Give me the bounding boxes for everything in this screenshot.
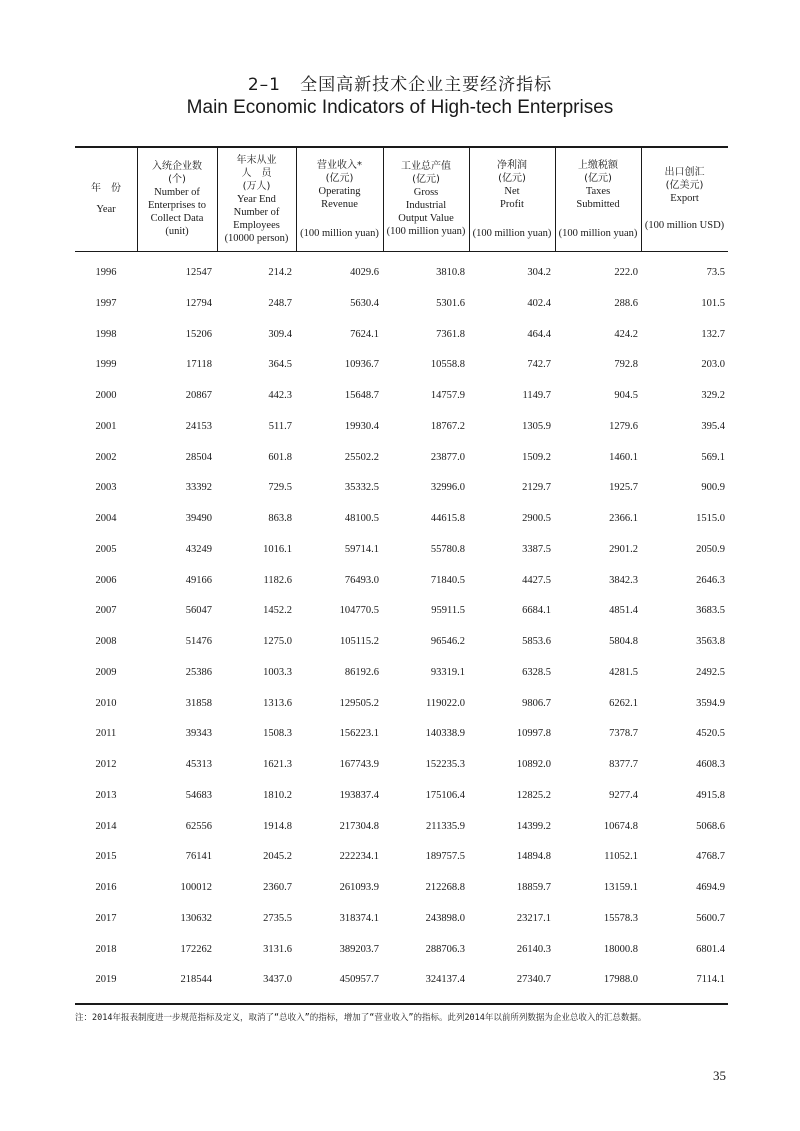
table-header-rule — [75, 251, 728, 252]
cell-employees: 863.8 — [268, 513, 292, 524]
cell-employees: 601.8 — [268, 451, 292, 463]
cell-enterprises: 130632 — [180, 912, 212, 924]
cell-year: 2008 — [95, 636, 117, 647]
cell-revenue: 7624.1 — [350, 328, 379, 340]
cell-output: 211335.9 — [426, 820, 465, 832]
table-row — [75, 566, 728, 597]
table-row — [75, 842, 728, 873]
cell-year: 1996 — [95, 267, 117, 278]
cell-enterprises: 76141 — [185, 851, 212, 863]
cell-enterprises: 218544 — [180, 974, 212, 986]
cell-revenue: 217304.8 — [339, 820, 379, 832]
cell-taxes: 1925.7 — [609, 482, 638, 494]
cell-employees: 214.2 — [268, 267, 292, 278]
cell-employees: 729.5 — [268, 482, 292, 494]
cell-enterprises: 49166 — [185, 574, 212, 586]
table-row — [75, 965, 728, 996]
cell-export: 203.0 — [701, 359, 725, 371]
cell-export: 4915.8 — [696, 789, 725, 801]
cell-year: 2014 — [95, 820, 117, 832]
cell-employees: 3437.0 — [263, 974, 292, 986]
cell-year: 2003 — [95, 482, 117, 494]
cell-enterprises: 56047 — [185, 605, 212, 617]
table-top-rule — [75, 146, 728, 148]
cell-profit: 12825.2 — [516, 789, 551, 801]
cell-taxes: 10674.8 — [603, 820, 638, 832]
table-row — [75, 504, 728, 535]
cell-export: 1515.0 — [696, 513, 725, 524]
table-row — [75, 596, 728, 627]
cell-enterprises: 54683 — [185, 789, 212, 801]
header-taxes: 上缴税额 (亿元) Taxes Submitted (100 million yuan) — [558, 159, 638, 239]
cell-output: 119022.0 — [426, 697, 465, 709]
cell-profit: 1509.2 — [522, 451, 551, 463]
cell-export: 5068.6 — [696, 820, 725, 832]
cell-export: 3594.9 — [696, 697, 725, 709]
table-row — [75, 381, 728, 412]
cell-profit: 1305.9 — [522, 420, 551, 432]
table-row — [75, 781, 728, 812]
cell-export: 3683.5 — [696, 605, 725, 617]
cell-enterprises: 12547 — [185, 267, 212, 278]
cell-profit: 27340.7 — [516, 974, 551, 986]
cell-year: 2017 — [95, 912, 117, 924]
cell-revenue: 193837.4 — [339, 789, 379, 801]
table-row — [75, 904, 728, 935]
cell-employees: 1275.0 — [263, 636, 292, 647]
cell-export: 4694.9 — [696, 882, 725, 893]
cell-taxes: 11052.1 — [604, 851, 638, 863]
cell-year: 2010 — [95, 697, 117, 709]
cell-enterprises: 24153 — [185, 420, 212, 432]
cell-profit: 4427.5 — [522, 574, 551, 586]
cell-employees: 1313.6 — [263, 697, 292, 709]
cell-enterprises: 15206 — [185, 328, 212, 340]
cell-employees: 2360.7 — [263, 882, 292, 893]
cell-enterprises: 62556 — [185, 820, 212, 832]
cell-employees: 1621.3 — [263, 759, 292, 770]
header-employees: 年末从业 人 员 (万人) Year End Number of Employees (10000 person) — [224, 154, 289, 244]
header-profit: 净利润 (亿元) Net Profit (100 million yuan) — [472, 159, 552, 239]
table-row — [75, 627, 728, 658]
header-output: 工业总产值 (亿元) Gross Industrial Output Value (100 million yuan) — [386, 161, 466, 237]
cell-employees: 1003.3 — [263, 666, 292, 678]
cell-export: 569.1 — [701, 451, 725, 463]
table-row — [75, 812, 728, 843]
cell-revenue: 59714.1 — [344, 543, 379, 555]
cell-revenue: 48100.5 — [344, 513, 379, 524]
cell-export: 73.5 — [706, 267, 725, 278]
cell-profit: 10997.8 — [516, 728, 551, 740]
cell-year: 2013 — [95, 789, 117, 801]
cell-profit: 3387.5 — [522, 543, 551, 555]
cell-taxes: 3842.3 — [609, 574, 638, 586]
cell-year: 2018 — [95, 943, 117, 955]
cell-revenue: 105115.2 — [340, 636, 379, 647]
cell-export: 7114.1 — [696, 974, 725, 986]
cell-taxes: 13159.1 — [603, 882, 638, 893]
cell-taxes: 904.5 — [614, 390, 638, 401]
cell-employees: 309.4 — [268, 328, 292, 340]
table-row — [75, 443, 728, 474]
cell-export: 329.2 — [701, 390, 725, 401]
cell-taxes: 222.0 — [614, 267, 638, 278]
table-bottom-rule — [75, 1003, 728, 1005]
header-export: 出口创汇 (亿美元) Export (100 million USD) — [644, 167, 725, 231]
cell-taxes: 792.8 — [614, 359, 638, 371]
cell-enterprises: 39490 — [185, 513, 212, 524]
cell-revenue: 156223.1 — [339, 728, 379, 740]
cell-year: 2016 — [95, 882, 117, 893]
cell-taxes: 2901.2 — [609, 543, 638, 555]
cell-year: 1999 — [95, 359, 117, 371]
cell-employees: 248.7 — [268, 297, 292, 309]
cell-profit: 2129.7 — [522, 482, 551, 494]
cell-export: 5600.7 — [696, 912, 725, 924]
cell-output: 140338.9 — [425, 728, 465, 740]
table-row — [75, 473, 728, 504]
cell-output: 32996.0 — [430, 482, 465, 494]
cell-enterprises: 172262 — [180, 943, 212, 955]
cell-output: 10558.8 — [430, 359, 465, 371]
cell-profit: 14399.2 — [516, 820, 551, 832]
cell-taxes: 4281.5 — [609, 666, 638, 678]
page-title-en: Main Economic Indicators of High-tech Enterprises — [186, 97, 614, 118]
cell-revenue: 35332.5 — [344, 482, 379, 494]
cell-output: 14757.9 — [430, 390, 465, 401]
cell-revenue: 261093.9 — [339, 882, 379, 893]
cell-output: 288706.3 — [425, 943, 465, 955]
table-title-cn: 全国高新技术企业主要经济指标 — [300, 75, 553, 95]
cell-revenue: 10936.7 — [344, 359, 379, 371]
cell-year: 2005 — [95, 543, 117, 555]
cell-year: 2002 — [95, 451, 117, 463]
page-title-cn — [0, 70, 800, 95]
cell-enterprises: 17118 — [186, 359, 212, 371]
cell-taxes: 1279.6 — [609, 420, 638, 432]
cell-enterprises: 39343 — [185, 728, 212, 740]
cell-taxes: 1460.1 — [609, 451, 638, 463]
cell-output: 71840.5 — [430, 574, 465, 586]
cell-revenue: 167743.9 — [339, 759, 379, 770]
cell-export: 4520.5 — [696, 728, 725, 740]
cell-employees: 2735.5 — [263, 912, 292, 924]
cell-profit: 26140.3 — [516, 943, 551, 955]
cell-revenue: 318374.1 — [339, 912, 379, 924]
table-row — [75, 935, 728, 966]
cell-enterprises: 31858 — [185, 697, 212, 709]
cell-employees: 1016.1 — [263, 543, 292, 555]
table-row — [75, 350, 728, 381]
cell-revenue: 25502.2 — [344, 451, 379, 463]
cell-export: 2492.5 — [696, 666, 725, 678]
footnote: 注：2014年报表制度进一步规范指标及定义，取消了“总收入”的指标，增加了“营业收入”的指标。此列2014年以前所列数据为企业总收入的汇总数据。 — [75, 1013, 647, 1023]
table-row — [75, 289, 728, 320]
cell-year: 2001 — [95, 420, 117, 432]
cell-revenue: 15648.7 — [344, 390, 379, 401]
cell-taxes: 5804.8 — [609, 636, 638, 647]
table-row — [75, 873, 728, 904]
cell-export: 6801.4 — [696, 943, 725, 955]
cell-profit: 1149.7 — [522, 390, 551, 401]
cell-output: 7361.8 — [436, 328, 465, 340]
cell-enterprises: 12794 — [185, 297, 212, 309]
table-row — [75, 258, 728, 289]
cell-export: 132.7 — [701, 328, 725, 340]
cell-enterprises: 45313 — [185, 759, 212, 770]
cell-output: 175106.4 — [425, 789, 465, 801]
cell-output: 212268.8 — [425, 882, 465, 893]
cell-output: 23877.0 — [430, 451, 465, 463]
cell-year: 1998 — [95, 328, 117, 340]
header-revenue: 营业收入* (亿元) Operating Revenue (100 million yuan) — [300, 159, 379, 239]
cell-profit: 304.2 — [527, 267, 551, 278]
cell-profit: 6684.1 — [522, 605, 551, 617]
cell-employees: 1508.3 — [263, 728, 292, 740]
cell-employees: 3131.6 — [263, 943, 292, 955]
cell-export: 2050.9 — [696, 543, 725, 555]
cell-year: 2012 — [95, 759, 117, 770]
cell-revenue: 389203.7 — [339, 943, 379, 955]
cell-year: 1997 — [95, 297, 117, 309]
cell-taxes: 288.6 — [614, 297, 638, 309]
cell-employees: 1810.2 — [263, 789, 292, 801]
cell-profit: 23217.1 — [516, 912, 551, 924]
cell-taxes: 17988.0 — [603, 974, 638, 986]
table-row — [75, 689, 728, 720]
cell-employees: 1182.6 — [263, 574, 292, 586]
cell-profit: 2900.5 — [522, 513, 551, 524]
cell-enterprises: 20867 — [185, 390, 212, 401]
cell-profit: 9806.7 — [522, 697, 551, 709]
cell-enterprises: 43249 — [185, 543, 212, 555]
cell-export: 4768.7 — [696, 851, 725, 863]
cell-export: 4608.3 — [696, 759, 725, 770]
cell-taxes: 6262.1 — [609, 697, 638, 709]
cell-year: 2004 — [95, 513, 117, 524]
table-row — [75, 719, 728, 750]
cell-output: 324137.4 — [425, 974, 465, 986]
cell-taxes: 8377.7 — [609, 759, 638, 770]
cell-employees: 442.3 — [268, 390, 292, 401]
cell-output: 243898.0 — [425, 912, 465, 924]
cell-revenue: 104770.5 — [339, 605, 379, 617]
cell-enterprises: 100012 — [180, 882, 212, 893]
cell-output: 55780.8 — [430, 543, 465, 555]
cell-employees: 511.7 — [268, 420, 292, 432]
cell-taxes: 15578.3 — [603, 912, 638, 924]
cell-revenue: 5630.4 — [350, 297, 379, 309]
cell-profit: 742.7 — [527, 359, 551, 371]
cell-revenue: 4029.6 — [350, 267, 379, 278]
cell-revenue: 450957.7 — [339, 974, 379, 986]
cell-output: 5301.6 — [436, 297, 465, 309]
cell-revenue: 86192.6 — [344, 666, 379, 678]
cell-taxes: 2366.1 — [609, 513, 638, 524]
cell-employees: 1914.8 — [263, 820, 292, 832]
cell-output: 96546.2 — [430, 636, 465, 647]
cell-output: 95911.5 — [431, 605, 465, 617]
cell-output: 93319.1 — [430, 666, 465, 678]
cell-year: 2006 — [95, 574, 117, 586]
cell-year: 2009 — [95, 666, 117, 678]
cell-taxes: 18000.8 — [603, 943, 638, 955]
cell-profit: 14894.8 — [516, 851, 551, 863]
cell-revenue: 222234.1 — [339, 851, 379, 863]
cell-export: 3563.8 — [696, 636, 725, 647]
header-enterprises: 入统企业数 (个) Number of Enterprises to Collect Data (unit) — [147, 161, 207, 237]
cell-employees: 364.5 — [268, 359, 292, 371]
cell-year: 2019 — [95, 974, 117, 986]
cell-output: 3810.8 — [436, 267, 465, 278]
cell-year: 2000 — [95, 390, 117, 401]
cell-enterprises: 28504 — [185, 451, 212, 463]
cell-profit: 464.4 — [527, 328, 551, 340]
cell-profit: 10892.0 — [516, 759, 551, 770]
cell-year: 2011 — [95, 728, 117, 740]
cell-enterprises: 25386 — [185, 666, 212, 678]
cell-output: 189757.5 — [425, 851, 465, 863]
cell-year: 2007 — [95, 605, 117, 617]
cell-employees: 2045.2 — [263, 851, 292, 863]
cell-revenue: 19930.4 — [344, 420, 379, 432]
table-row — [75, 750, 728, 781]
cell-year: 2015 — [95, 851, 117, 863]
cell-export: 395.4 — [701, 420, 725, 432]
table-row — [75, 535, 728, 566]
table-row — [75, 320, 728, 351]
cell-profit: 402.4 — [527, 297, 551, 309]
cell-taxes: 7378.7 — [609, 728, 638, 740]
cell-enterprises: 33392 — [185, 482, 212, 494]
cell-export: 2646.3 — [696, 574, 725, 586]
table-number: 2–1 — [247, 75, 281, 95]
table-row — [75, 658, 728, 689]
cell-taxes: 424.2 — [614, 328, 638, 340]
cell-export: 101.5 — [701, 297, 725, 309]
cell-revenue: 129505.2 — [339, 697, 379, 709]
cell-taxes: 9277.4 — [609, 789, 638, 801]
cell-profit: 6328.5 — [522, 666, 551, 678]
header-year: 年 份 Year — [91, 183, 121, 215]
cell-export: 900.9 — [701, 482, 725, 494]
cell-output: 44615.8 — [430, 513, 465, 524]
cell-employees: 1452.2 — [263, 605, 292, 617]
cell-enterprises: 51476 — [185, 636, 212, 647]
cell-profit: 5853.6 — [522, 636, 551, 647]
cell-output: 152235.3 — [425, 759, 465, 770]
cell-revenue: 76493.0 — [344, 574, 379, 586]
page-number: 35 — [713, 1068, 726, 1083]
cell-output: 18767.2 — [430, 420, 465, 432]
cell-taxes: 4851.4 — [609, 605, 638, 617]
cell-profit: 18859.7 — [516, 882, 551, 893]
table-row — [75, 412, 728, 443]
